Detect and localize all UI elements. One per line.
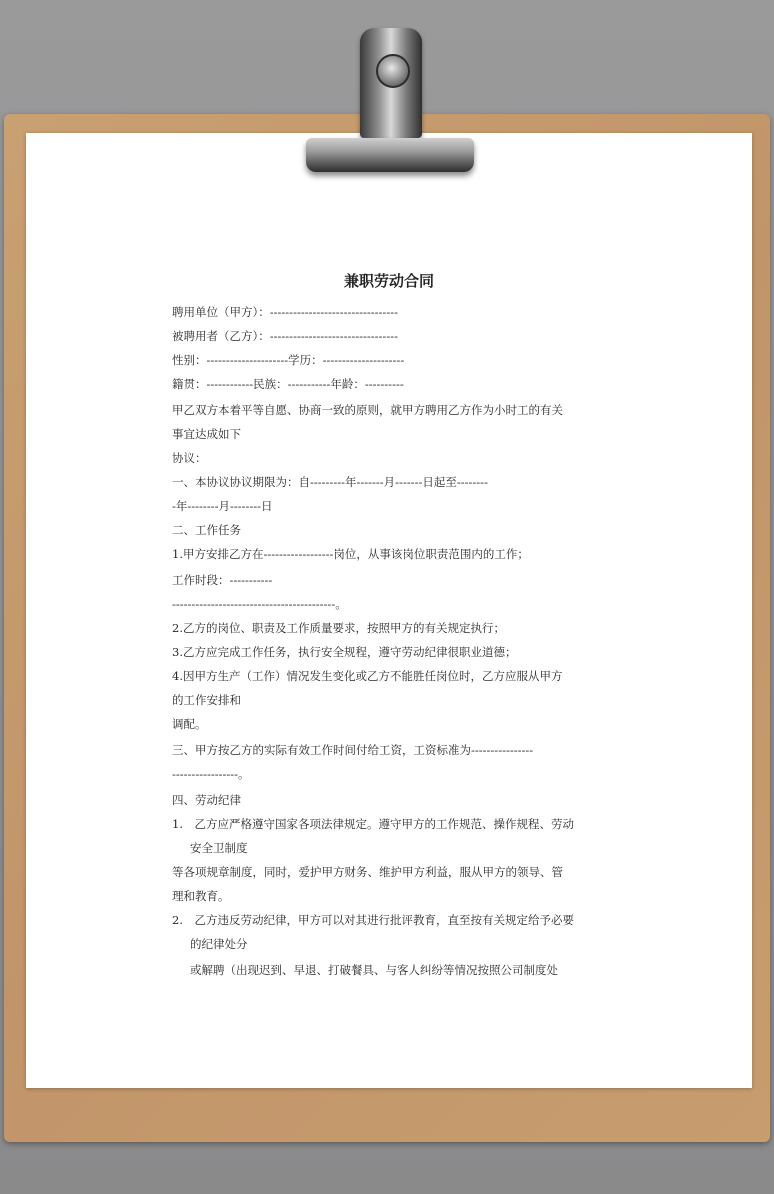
preamble-line: 事宜达成如下 (172, 427, 241, 441)
clip-base-icon (306, 138, 474, 172)
clause-line: 2.乙方的岗位、职责及工作质量要求，按照甲方的有关规定执行； (172, 621, 505, 635)
discipline-line: 2. 乙方违反劳动纪律，甲方可以对其进行批评教育，直至按有关规定给予必要 (172, 913, 574, 927)
term-line: -年--------月--------日 (172, 499, 273, 513)
discipline-line: 等各项规章制度，同时，爱护甲方财务、维护甲方利益，服从甲方的领导、管 (172, 865, 563, 879)
clause-line: 工作时段：----------- (172, 573, 273, 587)
wage-line: 三、甲方按乙方的实际有效工作时间付给工资，工资标准为---------------- (172, 743, 534, 757)
clause-line: ------------------------------------------。 (172, 597, 347, 611)
clip-hole-icon (376, 54, 410, 88)
term-line: 一、本协议协议期限为：自---------年-------月-------日起至-------- (172, 475, 488, 489)
discipline-line: 1. 乙方应严格遵守国家各项法律规定。遵守甲方的工作规范、操作规程、劳动 (172, 817, 574, 831)
origin-ethnicity-age-line: 籍贯：------------民族：-----------年龄：---------- (172, 377, 404, 391)
document-title: 兼职劳动合同 (343, 272, 434, 290)
gender-education-line: 性别：---------------------学历：--------------------- (172, 353, 405, 367)
wage-line: -----------------。 (172, 767, 250, 781)
discipline-line: 理和教育。 (172, 889, 230, 903)
agreement-label: 协议： (172, 451, 207, 465)
employer-line: 聘用单位（甲方）：--------------------------------- (172, 305, 398, 319)
preamble-line: 甲乙双方本着平等自愿、协商一致的原则，就甲方聘用乙方作为小时工的有关 (172, 403, 563, 417)
discipline-line: 安全卫制度 (190, 841, 248, 855)
clause-line: 的工作安排和 (172, 693, 241, 707)
clause-line: 1.甲方安排乙方在------------------岗位，从事该岗位职责范围内的工作； (172, 547, 529, 561)
discipline-line: 的纪律处分 (190, 937, 248, 951)
clause-line: 调配。 (172, 717, 207, 731)
employee-line: 被聘用者（乙方）：--------------------------------- (172, 329, 398, 343)
discipline-line: 或解聘（出现迟到、早退、打破餐具、与客人纠纷等情况按照公司制度处 (190, 963, 558, 977)
clause-line: 4.因甲方生产（工作）情况发生变化或乙方不能胜任岗位时，乙方应服从甲方 (172, 669, 563, 683)
section-heading: 二、工作任务 (172, 523, 241, 537)
clause-line: 3.乙方应完成工作任务，执行安全规程，遵守劳动纪律很职业道德； (172, 645, 517, 659)
section-heading: 四、劳动纪律 (172, 793, 241, 807)
